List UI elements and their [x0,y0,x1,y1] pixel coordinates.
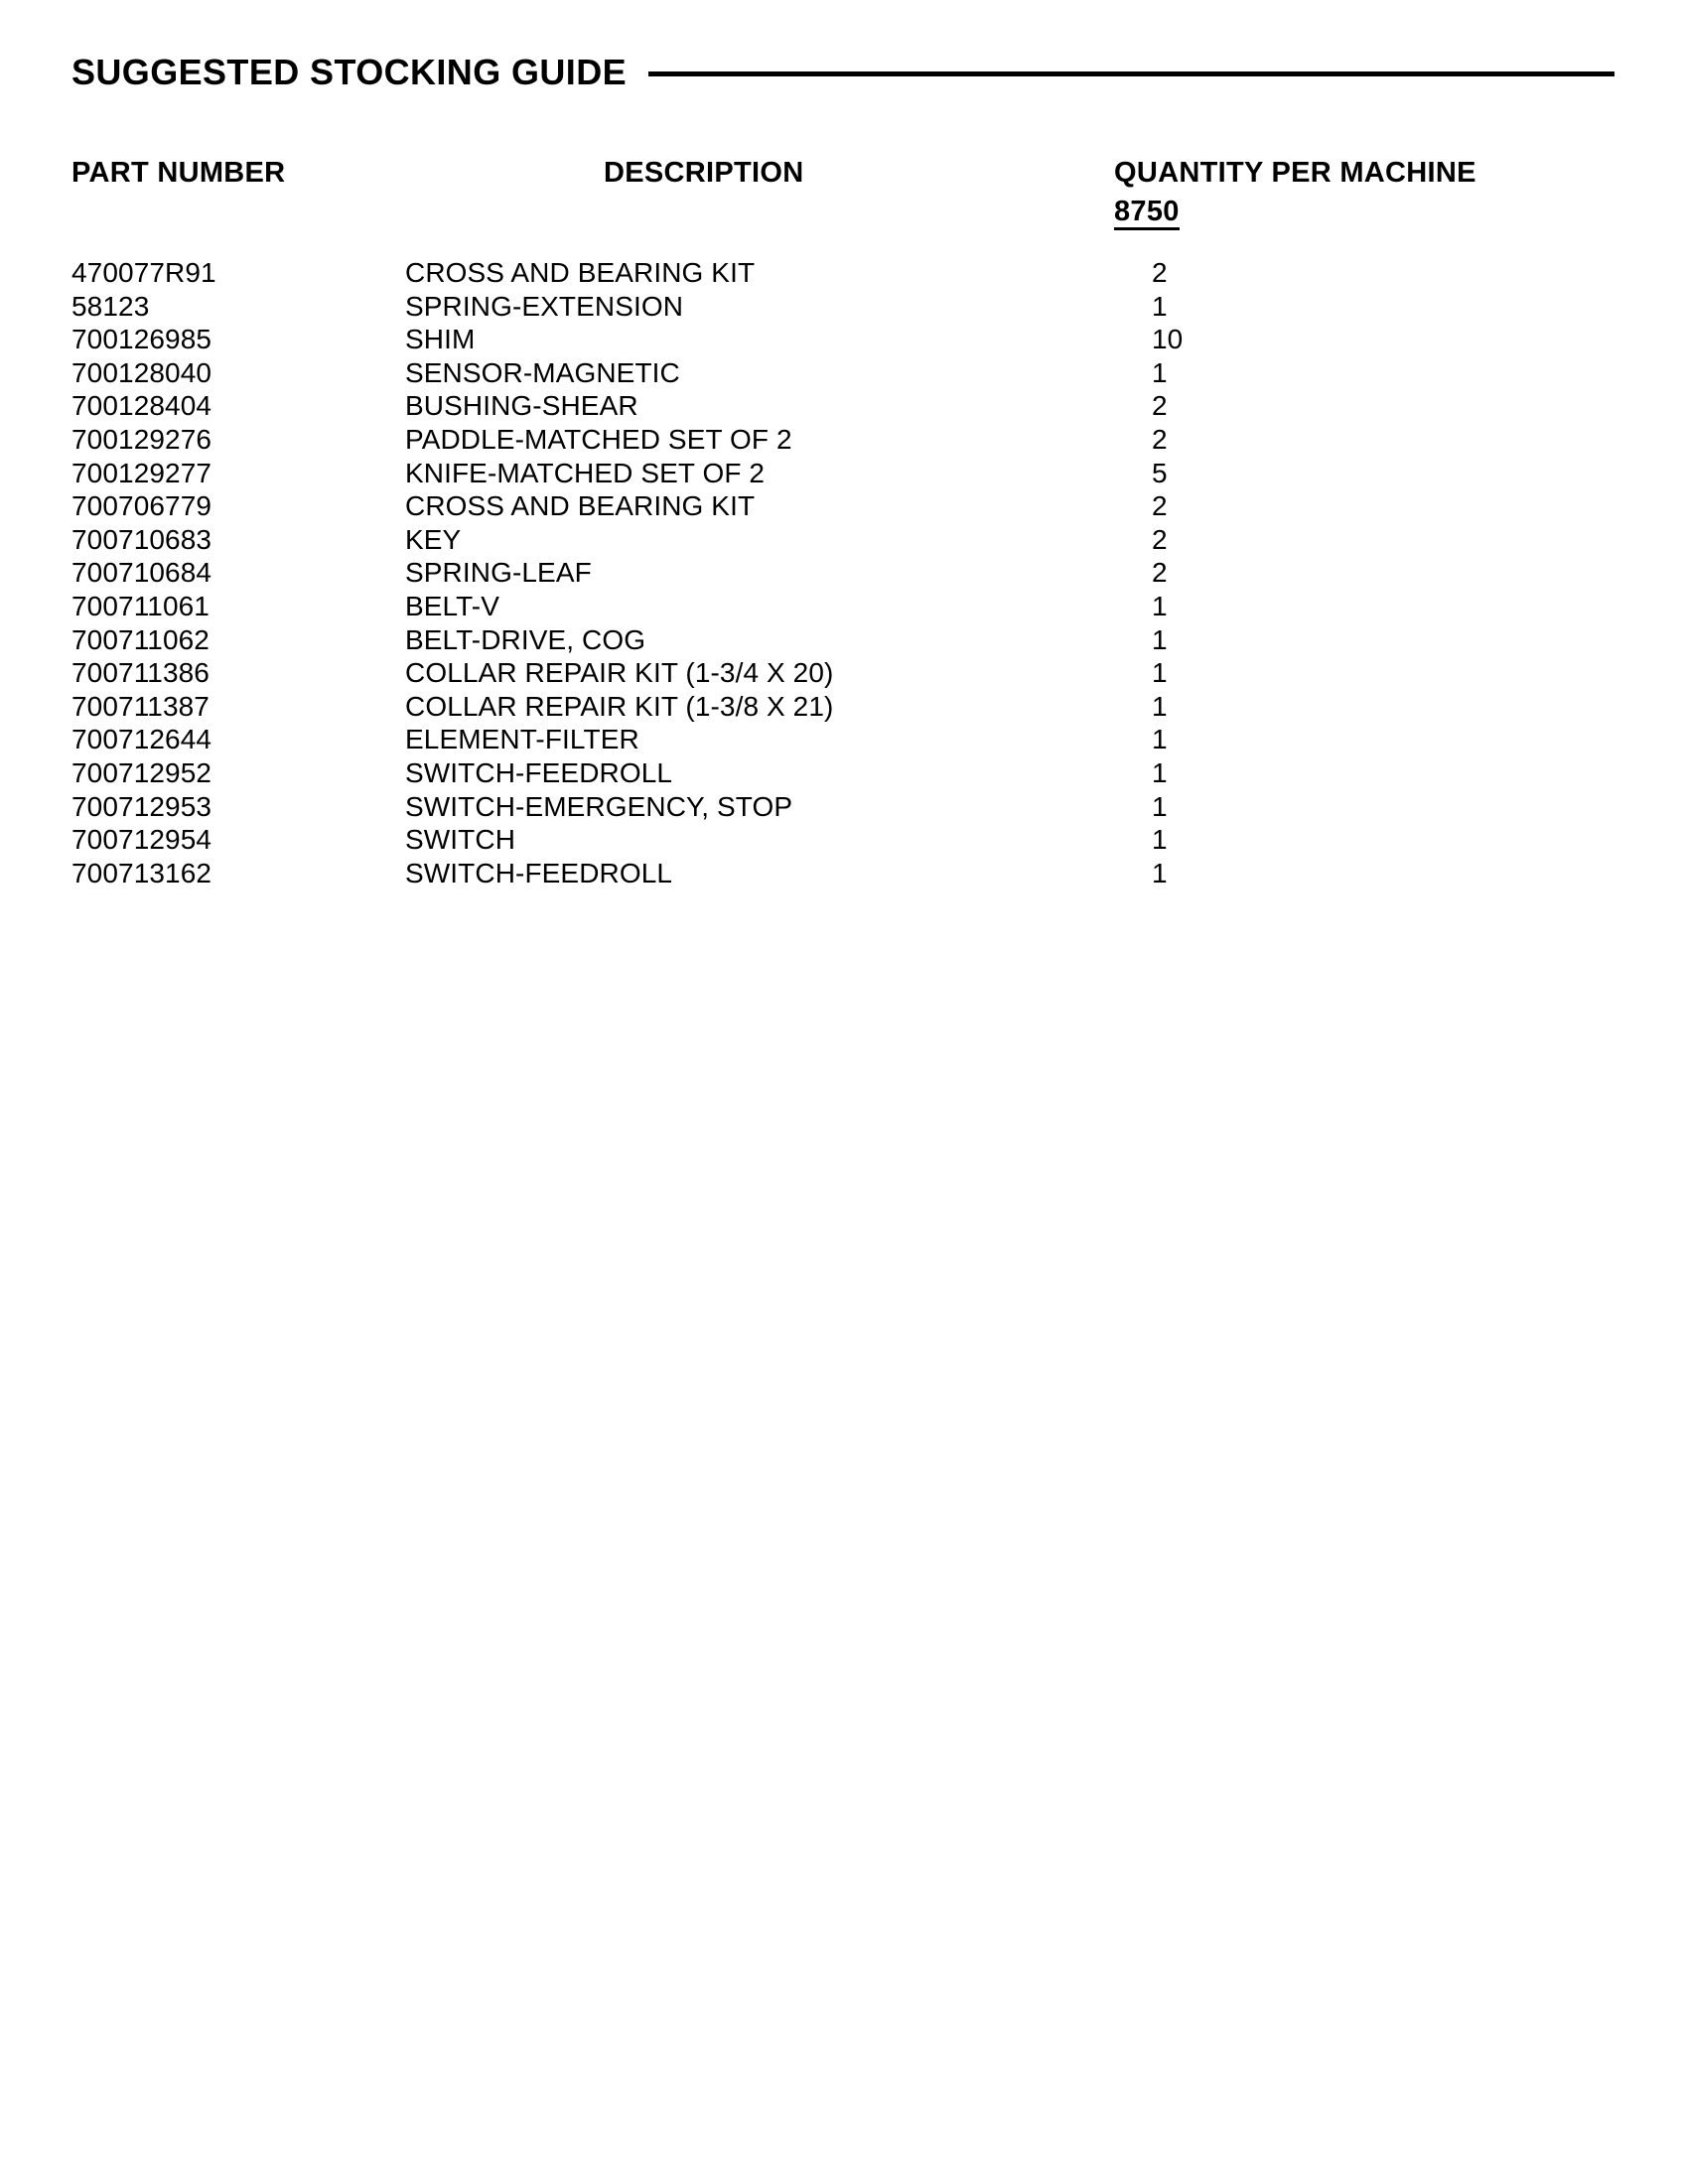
table-row [0,256,1684,290]
title-row [71,48,1614,97]
cell-quantity: 1 [1152,657,1168,689]
cell-description: SHIM [405,324,476,355]
cell-description: BELT-V [405,590,500,621]
table-row [0,423,1684,457]
cell-description: SENSOR-MAGNETIC [405,356,680,388]
cell-part-number: 470077R91 [71,257,216,288]
cell-description: SWITCH-FEEDROLL [405,756,673,788]
column-headers [0,157,1684,197]
cell-quantity: 2 [1152,257,1168,288]
cell-quantity: 1 [1152,857,1168,888]
cell-quantity: 1 [1152,290,1168,322]
cell-part-number: 700712644 [71,724,212,755]
cell-quantity: 1 [1152,824,1168,856]
table-row [0,457,1684,490]
cell-part-number: 700128040 [71,356,212,388]
table-row [0,556,1684,590]
cell-part-number: 700128404 [71,390,212,422]
cell-description: KEY [405,523,462,555]
table-row [0,790,1684,824]
cell-part-number: 700129276 [71,423,212,455]
title-rule [648,71,1614,76]
cell-quantity: 2 [1152,390,1168,422]
cell-part-number: 58123 [71,290,150,322]
model-number: 8750 [1114,197,1180,230]
cell-part-number: 700710683 [71,523,212,555]
cell-quantity: 2 [1152,490,1168,522]
table-row [0,656,1684,690]
cell-description: COLLAR REPAIR KIT (1-3/8 X 21) [405,690,834,722]
cell-part-number: 700129277 [71,457,212,488]
cell-description: PADDLE-MATCHED SET OF 2 [405,423,792,455]
cell-quantity: 1 [1152,724,1168,755]
cell-description: BELT-DRIVE, COG [405,623,646,655]
table-row [0,590,1684,623]
cell-part-number: 700712953 [71,790,212,822]
cell-part-number: 700711062 [71,623,210,655]
table-row [0,489,1684,523]
cell-part-number: 700713162 [71,857,212,888]
header-quantity-per-machine: QUANTITY PER MACHINE [1114,157,1476,189]
cell-quantity: 10 [1152,324,1184,355]
cell-description: SPRING-LEAF [405,557,592,589]
cell-description: SWITCH-EMERGENCY, STOP [405,790,793,822]
cell-description: SWITCH [405,824,516,856]
cell-quantity: 1 [1152,623,1168,655]
cell-part-number: 700711061 [71,590,210,621]
table-row [0,623,1684,657]
table-row [0,356,1684,390]
cell-description: SWITCH-FEEDROLL [405,857,673,888]
cell-quantity: 1 [1152,590,1168,621]
table-row [0,523,1684,557]
header-description: DESCRIPTION [604,157,804,189]
header-part-number: PART NUMBER [71,157,286,189]
cell-quantity: 1 [1152,756,1168,788]
table-row [0,323,1684,356]
cell-description: SPRING-EXTENSION [405,290,684,322]
cell-quantity: 1 [1152,690,1168,722]
parts-table [0,256,1684,889]
cell-description: COLLAR REPAIR KIT (1-3/4 X 20) [405,657,834,689]
table-row [0,389,1684,423]
model-number-wrap [1114,197,1243,230]
cell-description: KNIFE-MATCHED SET OF 2 [405,457,766,488]
table-row [0,290,1684,324]
cell-part-number: 700711386 [71,657,210,689]
cell-part-number: 700711387 [71,690,210,722]
cell-quantity: 2 [1152,423,1168,455]
table-row [0,857,1684,890]
table-row [0,756,1684,790]
cell-part-number: 700706779 [71,490,212,522]
cell-part-number: 700126985 [71,324,212,355]
cell-description: ELEMENT-FILTER [405,724,639,755]
cell-quantity: 2 [1152,523,1168,555]
cell-quantity: 1 [1152,356,1168,388]
cell-part-number: 700712954 [71,824,212,856]
cell-quantity: 1 [1152,790,1168,822]
cell-quantity: 2 [1152,557,1168,589]
table-row [0,823,1684,857]
cell-description: BUSHING-SHEAR [405,390,638,422]
table-row [0,690,1684,724]
table-row [0,723,1684,756]
cell-part-number: 700712952 [71,756,212,788]
cell-description: CROSS AND BEARING KIT [405,257,756,288]
cell-part-number: 700710684 [71,557,212,589]
page-title: SUGGESTED STOCKING GUIDE [71,52,628,92]
cell-quantity: 5 [1152,457,1168,488]
cell-description: CROSS AND BEARING KIT [405,490,756,522]
